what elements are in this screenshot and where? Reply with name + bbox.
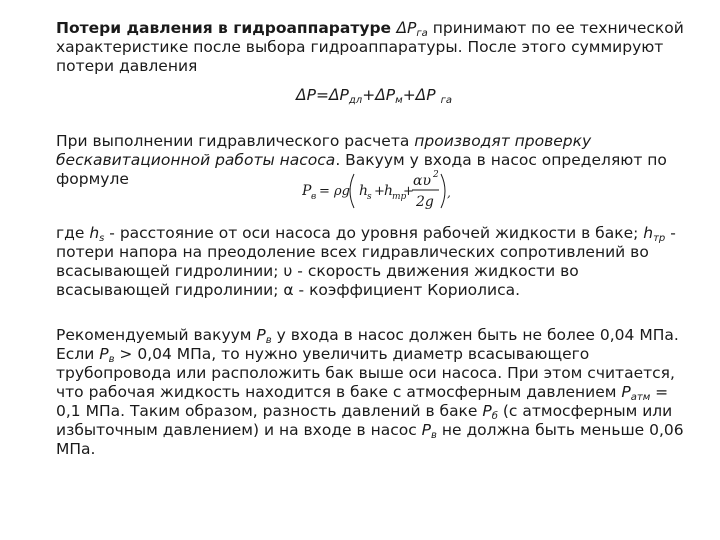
delta-p-subscript: га [416,28,428,39]
paragraph-lead: Потери давления в гидроаппаратуре [56,19,397,37]
formula-rho-g: = ρg [319,184,350,199]
paragraph-recommended-vacuum [56,326,688,459]
symbol-subscript: б [491,411,498,422]
equation-subscript: м [395,95,403,106]
symbol-h: h [643,224,654,242]
paragraph-text: не должна быть меньше 0,06 МПа. [56,421,684,458]
paragraph-text: > 0,04 МПа, то нужно увеличить диаметр всасывающего трубопровода или расположить бак выше оси насоса. При этом считается, что рабочая жидкость находится в баке с атмосферным давлением [56,345,675,401]
formula-h-subscript: s [367,192,372,202]
formula-denominator: 2g [416,194,434,210]
formula-comma: , [447,186,451,200]
symbol-subscript: тр [653,233,666,244]
right-paren [441,174,445,208]
symbol-subscript: в [265,335,272,346]
paragraph-text: . Вакуум у входа в насос определяют по формуле [56,151,667,188]
paragraph-text: = 0,1 МПа. Таким образом, разность давлений в баке [56,383,669,420]
formula-h: h [359,183,369,199]
delta-p-symbol: ΔP [396,19,417,37]
equation-term: ΔP=ΔP [296,86,349,104]
paragraph-text: принимают по ее технической характеристике после выбора гидроаппаратуры. После этого суммируют потери давления [56,19,684,75]
symbol-p: P [256,326,266,344]
formula-h2: h [384,183,394,199]
formula-plus2: + [403,184,414,199]
formula-numerator: αυ [413,173,431,189]
vacuum-formula [302,164,452,218]
formula-h2-subscript: тр [392,192,407,202]
symbol-h: h [89,224,100,242]
paragraph-italic-text: производят проверку бескавитационной работы насоса [56,132,592,169]
symbol-subscript: в [108,354,115,365]
paragraph-text: - потери напора на преодоление всех гидравлических сопротивлений во всасывающей гидролинии; υ - скорость движения жидкости во всасывающей гидролинии; α - коэффициент Кориолиса. [56,224,676,299]
equation-subscript: га [440,95,452,106]
symbol-subscript: в [431,430,437,441]
paragraph-text: - расстояние от оси насоса до уровня рабочей жидкости в баке; [104,224,644,242]
symbol-p: P [482,402,492,420]
formula-numerator-sup: 2 [433,170,439,180]
paragraph-text: Рекомендуемый вакуум [56,326,257,344]
formula-lhs-subscript: в [311,192,317,202]
symbol-p: P [99,345,109,363]
equation-term: +ΔP [402,86,441,104]
paragraph-text: у входа в насос должен быть не более 0,04 МПа. Если [56,326,679,363]
equation-term: +ΔP [362,86,396,104]
equation-subscript: дл [348,95,363,106]
paragraph-definitions [56,224,688,300]
symbol-subscript: s [99,233,105,244]
paragraph-text: (с атмосферным или избыточным давлением) и на входе в насос [56,402,673,439]
paragraph-text: При выполнении гидравлического расчета [56,132,415,150]
paragraph-text: где [56,224,90,242]
formula-plus: + [374,184,385,199]
formula-lhs: P [302,183,312,199]
symbol-p: P [621,383,631,401]
symbol-p: P [421,421,432,439]
total-loss-equation [296,86,452,105]
paragraph-hydraulic-losses [56,19,688,76]
symbol-subscript: атм [630,392,651,403]
vacuum-formula-graphic [302,164,452,218]
left-paren [350,174,354,208]
